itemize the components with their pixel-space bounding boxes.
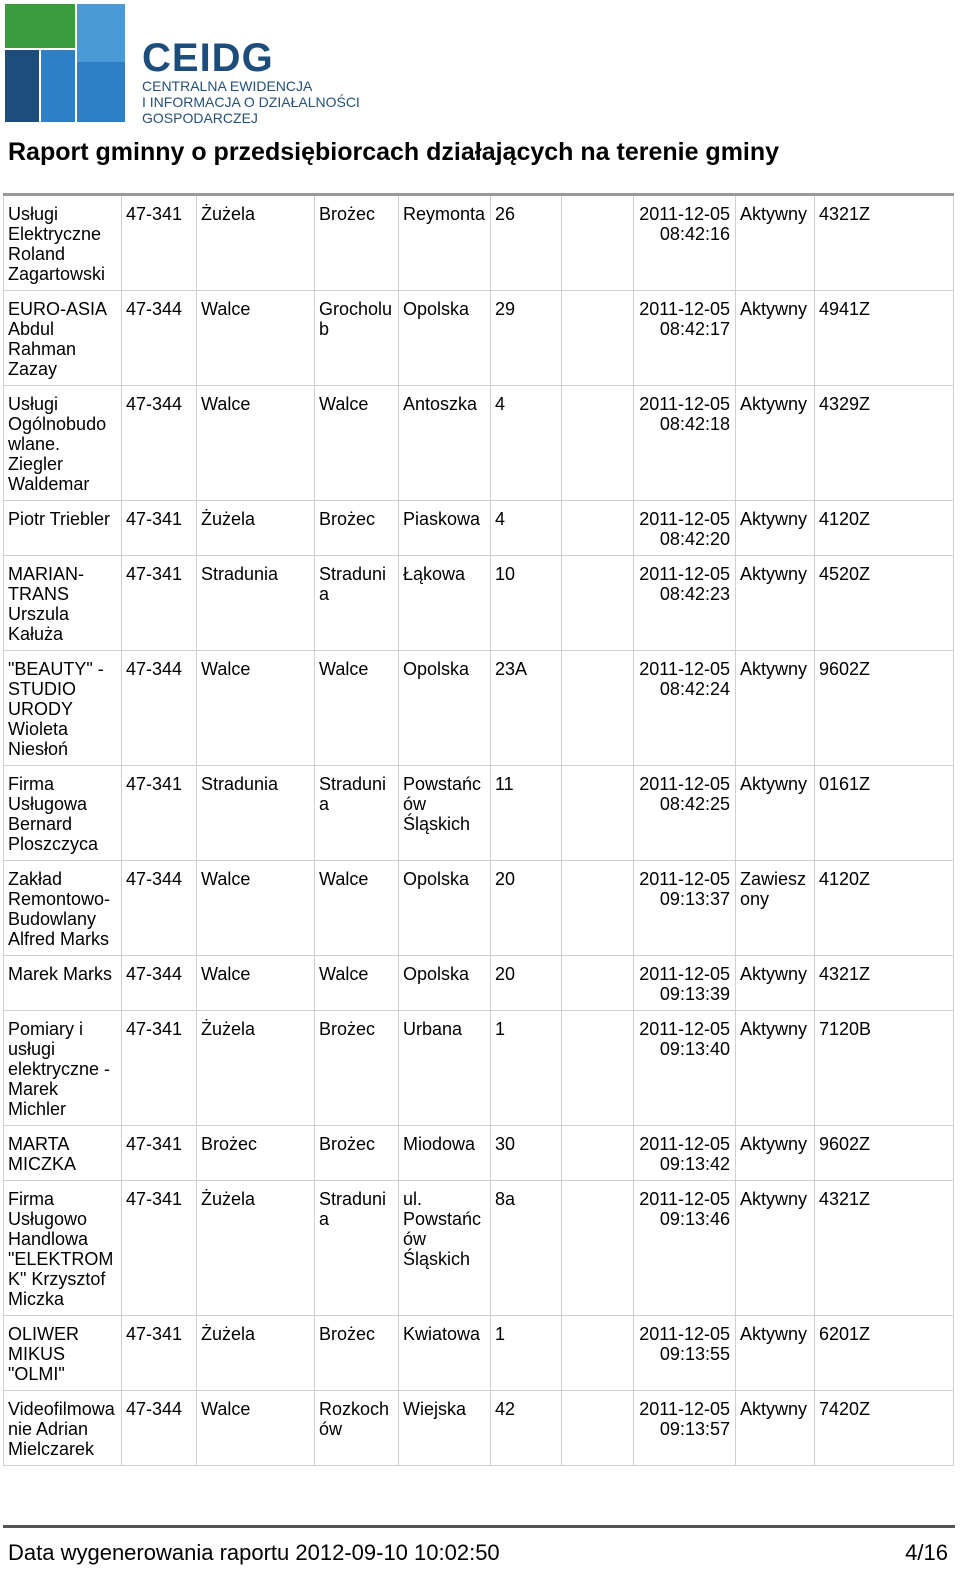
local-number-cell — [562, 1011, 634, 1126]
street-cell: Antoszka — [399, 386, 491, 501]
table-row — [4, 501, 954, 556]
municipality-cell: Walce — [197, 1391, 315, 1466]
pkd-code-cell: 7120B — [815, 1011, 954, 1126]
registration-date-cell: 2011-12-05 09:13:57 — [634, 1391, 736, 1466]
postal-code-cell: 47-344 — [122, 1391, 197, 1466]
postal-code-cell: 47-344 — [122, 291, 197, 386]
status-cell: Aktywny — [736, 501, 815, 556]
company-name-cell: Firma Usługowo Handlowa "ELEKTROMK" Krzysztof Miczka — [4, 1181, 122, 1316]
town-cell: Brożec — [315, 1316, 399, 1391]
postal-code-cell: 47-341 — [122, 1181, 197, 1316]
building-number-cell: 1 — [491, 1316, 562, 1391]
logo-name: CEIDG — [142, 36, 274, 80]
postal-code-cell: 47-341 — [122, 556, 197, 651]
pkd-code-cell: 4520Z — [815, 556, 954, 651]
company-name-cell: Zakład Remontowo-Budowlany Alfred Marks — [4, 861, 122, 956]
pkd-code-cell: 6201Z — [815, 1316, 954, 1391]
municipality-cell: Walce — [197, 956, 315, 1011]
street-cell: Piaskowa — [399, 501, 491, 556]
company-name-cell: Marek Marks — [4, 956, 122, 1011]
municipality-cell: Żużela — [197, 1011, 315, 1126]
postal-code-cell: 47-344 — [122, 956, 197, 1011]
local-number-cell — [562, 195, 634, 291]
registration-date-cell: 2011-12-05 08:42:17 — [634, 291, 736, 386]
company-name-cell: Videofilmowanie Adrian Mielczarek — [4, 1391, 122, 1466]
municipality-cell: Brożec — [197, 1126, 315, 1181]
local-number-cell — [562, 291, 634, 386]
town-cell: Stradunia — [315, 766, 399, 861]
company-name-cell: EURO-ASIA Abdul Rahman Zazay — [4, 291, 122, 386]
company-name-cell: "BEAUTY" - STUDIO URODY Wioleta Niesłoń — [4, 651, 122, 766]
company-name-cell: Usługi Ogólnobudowlane. Ziegler Waldemar — [4, 386, 122, 501]
postal-code-cell: 47-341 — [122, 1126, 197, 1181]
company-name-cell: Piotr Triebler — [4, 501, 122, 556]
municipality-cell: Walce — [197, 651, 315, 766]
building-number-cell: 4 — [491, 501, 562, 556]
local-number-cell — [562, 956, 634, 1011]
building-number-cell: 20 — [491, 861, 562, 956]
postal-code-cell: 47-341 — [122, 766, 197, 861]
ceidg-logo-icon — [5, 4, 125, 122]
building-number-cell: 23A — [491, 651, 562, 766]
table-row — [4, 1391, 954, 1466]
logo-line-1: CENTRALNA EWIDENCJA — [142, 78, 313, 94]
registration-date-cell: 2011-12-05 08:42:23 — [634, 556, 736, 651]
municipality-cell: Żużela — [197, 195, 315, 291]
status-cell: Aktywny — [736, 195, 815, 291]
building-number-cell: 29 — [491, 291, 562, 386]
building-number-cell: 8a — [491, 1181, 562, 1316]
status-cell: Aktywny — [736, 651, 815, 766]
table-row — [4, 1181, 954, 1316]
municipality-cell: Żużela — [197, 501, 315, 556]
registration-date-cell: 2011-12-05 09:13:55 — [634, 1316, 736, 1391]
registration-date-cell: 2011-12-05 09:13:46 — [634, 1181, 736, 1316]
registration-date-cell: 2011-12-05 08:42:25 — [634, 766, 736, 861]
status-cell: Aktywny — [736, 386, 815, 501]
status-cell: Aktywny — [736, 1181, 815, 1316]
pkd-code-cell: 4321Z — [815, 956, 954, 1011]
table-row — [4, 291, 954, 386]
status-cell: Aktywny — [736, 956, 815, 1011]
pkd-code-cell: 4941Z — [815, 291, 954, 386]
town-cell: Brożec — [315, 1011, 399, 1126]
pkd-code-cell: 9602Z — [815, 1126, 954, 1181]
municipality-cell: Walce — [197, 291, 315, 386]
building-number-cell: 1 — [491, 1011, 562, 1126]
table-row — [4, 1011, 954, 1126]
postal-code-cell: 47-344 — [122, 651, 197, 766]
registration-date-cell: 2011-12-05 09:13:37 — [634, 861, 736, 956]
town-cell: Brożec — [315, 195, 399, 291]
status-cell: Aktywny — [736, 1391, 815, 1466]
postal-code-cell: 47-344 — [122, 386, 197, 501]
street-cell: ul. Powstańców Śląskich — [399, 1181, 491, 1316]
status-cell: Aktywny — [736, 291, 815, 386]
registration-date-cell: 2011-12-05 09:13:40 — [634, 1011, 736, 1126]
local-number-cell — [562, 1391, 634, 1466]
registration-date-cell: 2011-12-05 09:13:39 — [634, 956, 736, 1011]
town-cell: Walce — [315, 651, 399, 766]
page-number: 4/16 — [905, 1540, 948, 1565]
municipality-cell: Stradunia — [197, 766, 315, 861]
company-name-cell: MARIAN-TRANS Urszula Kałuża — [4, 556, 122, 651]
company-name-cell: OLIWER MIKUS "OLMI" — [4, 1316, 122, 1391]
street-cell: Reymonta — [399, 195, 491, 291]
street-cell: Urbana — [399, 1011, 491, 1126]
table-row — [4, 1316, 954, 1391]
registration-date-cell: 2011-12-05 09:13:42 — [634, 1126, 736, 1181]
municipality-cell: Żużela — [197, 1316, 315, 1391]
town-cell: Rozkochów — [315, 1391, 399, 1466]
local-number-cell — [562, 1181, 634, 1316]
company-name-cell: Usługi Elektryczne Roland Zagartowski — [4, 195, 122, 291]
logo-line-2: I INFORMACJA O DZIAŁALNOŚCI — [142, 94, 360, 110]
report-generated-date: Data wygenerowania raportu 2012-09-10 10:02:50 — [8, 1540, 500, 1565]
pkd-code-cell: 9602Z — [815, 651, 954, 766]
local-number-cell — [562, 556, 634, 651]
building-number-cell: 20 — [491, 956, 562, 1011]
logo-text — [142, 38, 360, 126]
town-cell: Brożec — [315, 501, 399, 556]
postal-code-cell: 47-341 — [122, 195, 197, 291]
town-cell: Walce — [315, 956, 399, 1011]
table-row — [4, 386, 954, 501]
town-cell: Stradunia — [315, 556, 399, 651]
status-cell: Aktywny — [736, 1316, 815, 1391]
status-cell: Aktywny — [736, 556, 815, 651]
building-number-cell: 11 — [491, 766, 562, 861]
company-name-cell: Pomiary i usługi elektryczne - Marek Michler — [4, 1011, 122, 1126]
status-cell: Aktywny — [736, 1011, 815, 1126]
local-number-cell — [562, 651, 634, 766]
pkd-code-cell: 4120Z — [815, 861, 954, 956]
report-header — [0, 0, 960, 130]
building-number-cell: 4 — [491, 386, 562, 501]
table-row — [4, 766, 954, 861]
building-number-cell: 10 — [491, 556, 562, 651]
registration-date-cell: 2011-12-05 08:42:16 — [634, 195, 736, 291]
postal-code-cell: 47-341 — [122, 501, 197, 556]
logo-line-3: GOSPODARCZEJ — [142, 110, 258, 126]
building-number-cell: 30 — [491, 1126, 562, 1181]
registration-date-cell: 2011-12-05 08:42:20 — [634, 501, 736, 556]
pkd-code-cell: 4321Z — [815, 1181, 954, 1316]
building-number-cell: 42 — [491, 1391, 562, 1466]
town-cell: Walce — [315, 861, 399, 956]
local-number-cell — [562, 501, 634, 556]
town-cell: Stradunia — [315, 1181, 399, 1316]
local-number-cell — [562, 386, 634, 501]
street-cell: Kwiatowa — [399, 1316, 491, 1391]
pkd-code-cell: 4321Z — [815, 195, 954, 291]
pkd-code-cell: 4329Z — [815, 386, 954, 501]
local-number-cell — [562, 1126, 634, 1181]
status-cell: Aktywny — [736, 1126, 815, 1181]
postal-code-cell: 47-341 — [122, 1011, 197, 1126]
table-row — [4, 556, 954, 651]
table-row — [4, 195, 954, 291]
pkd-code-cell: 7420Z — [815, 1391, 954, 1466]
table-row — [4, 651, 954, 766]
building-number-cell: 26 — [491, 195, 562, 291]
table-row — [4, 861, 954, 956]
town-cell: Grocholub — [315, 291, 399, 386]
municipality-cell: Żużela — [197, 1181, 315, 1316]
registration-date-cell: 2011-12-05 08:42:18 — [634, 386, 736, 501]
municipality-cell: Walce — [197, 386, 315, 501]
town-cell: Walce — [315, 386, 399, 501]
company-name-cell: Firma Usługowa Bernard Ploszczyca — [4, 766, 122, 861]
local-number-cell — [562, 766, 634, 861]
table-row — [4, 1126, 954, 1181]
registration-date-cell: 2011-12-05 08:42:24 — [634, 651, 736, 766]
street-cell: Opolska — [399, 291, 491, 386]
entrepreneurs-table — [3, 193, 954, 1466]
postal-code-cell: 47-341 — [122, 1316, 197, 1391]
street-cell: Opolska — [399, 956, 491, 1011]
entrepreneurs-table-wrap — [3, 193, 955, 1466]
local-number-cell — [562, 1316, 634, 1391]
municipality-cell: Walce — [197, 861, 315, 956]
town-cell: Brożec — [315, 1126, 399, 1181]
local-number-cell — [562, 861, 634, 956]
postal-code-cell: 47-344 — [122, 861, 197, 956]
street-cell: Opolska — [399, 861, 491, 956]
street-cell: Łąkowa — [399, 556, 491, 651]
street-cell: Miodowa — [399, 1126, 491, 1181]
municipality-cell: Stradunia — [197, 556, 315, 651]
street-cell: Opolska — [399, 651, 491, 766]
status-cell: Aktywny — [736, 766, 815, 861]
pkd-code-cell: 4120Z — [815, 501, 954, 556]
company-name-cell: MARTA MICZKA — [4, 1126, 122, 1181]
footer-divider — [3, 1525, 955, 1528]
street-cell: Wiejska — [399, 1391, 491, 1466]
pkd-code-cell: 0161Z — [815, 766, 954, 861]
street-cell: Powstańców Śląskich — [399, 766, 491, 861]
table-body — [4, 195, 954, 1466]
table-row — [4, 956, 954, 1011]
report-title: Raport gminny o przedsiębiorcach działających na terenie gminy — [8, 138, 780, 166]
status-cell: Zawieszony — [736, 861, 815, 956]
